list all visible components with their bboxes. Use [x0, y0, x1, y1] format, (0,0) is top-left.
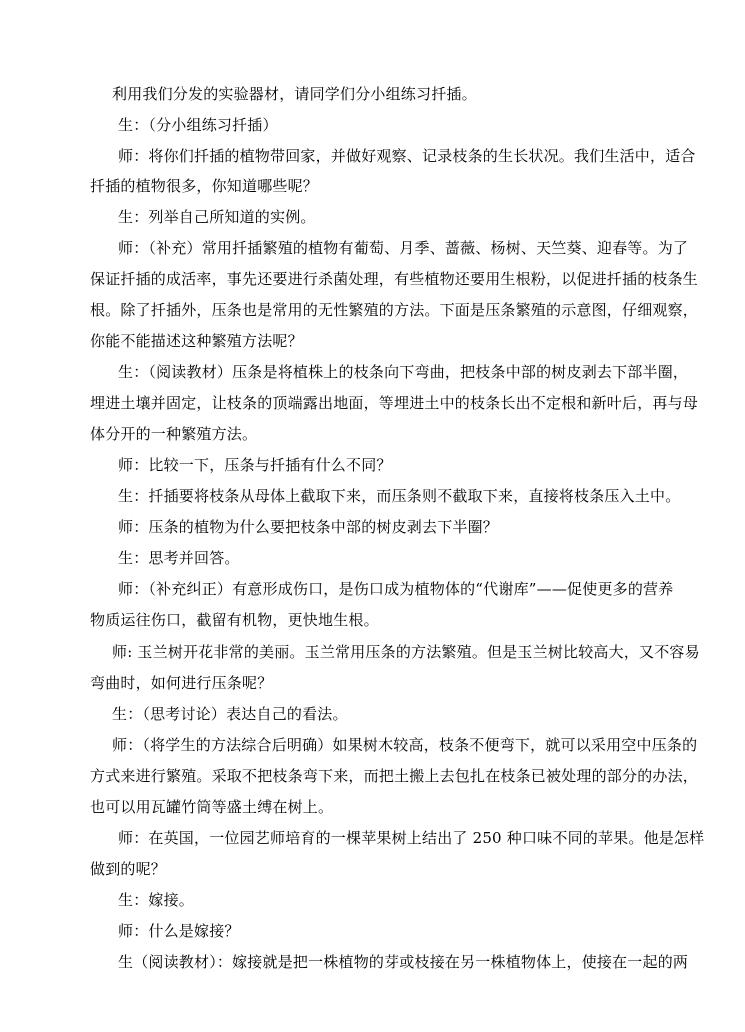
text-line: 师：（补充纠正）有意形成伤口，是伤口成为植物体的“代谢库”——促使更多的营养: [118, 580, 674, 598]
text-line: 师：将你们扦插的植物带回家，并做好观察、记录枝条的生长状况。我们生活中，适合: [118, 147, 696, 165]
text-line: 生：（分小组练习扦插）: [118, 116, 278, 134]
text-line: 生：（思考讨论）表达自己的看法。: [112, 705, 348, 723]
text-line: 师：（将学生的方法综合后明确）如果树木较高，枝条不便弯下，就可以采用空中压条的: [112, 736, 698, 754]
text-line: 做到的呢？: [90, 860, 167, 878]
text-line: 师：在英国，一位园艺师培育的一棵苹果树上结出了 250 种口味不同的苹果。他是怎样: [118, 829, 705, 847]
text-line: 你能不能描述这种繁殖方法呢？: [90, 332, 303, 350]
text-line: 师：比较一下，压条与扦插有什么不同？: [118, 456, 392, 474]
text-line: 方式来进行繁殖。采取不把枝条弯下来，而把土搬上去包扎在枝条已被处理的部分的办法，: [90, 767, 699, 785]
text-line: 弯曲时，如何进行压条呢？: [90, 674, 273, 692]
text-line: 师：（补充）常用扦插繁殖的植物有葡萄、月季、蔷薇、杨树、天竺葵、迎春等。为了: [118, 239, 689, 257]
text-line: 也可以用瓦罐竹筒等盛土缚在树上。: [90, 798, 334, 816]
text-line: 师：压条的植物为什么要把枝条中部的树皮剥去下半圈？: [118, 518, 499, 536]
text-line: 生（阅读教材）：嫁接就是把一株植物的芽或枝接在另一株植物体上，使接在一起的两: [118, 953, 689, 971]
text-line: 生：思考并回答。: [118, 549, 240, 567]
text-line: 物质运往伤口，截留有机物，更快地生根。: [90, 611, 379, 629]
text-line: 生：列举自己所知道的实例。: [118, 208, 316, 226]
text-line: 扦插的植物很多，你知道哪些呢？: [90, 177, 319, 195]
text-line: 利用我们分发的实验器材，请同学们分小组练习扦插。: [112, 85, 477, 103]
text-line: 师: 玉兰树开花非常的美丽。玉兰常用压条的方法繁殖。但是玉兰树比较高大，又不容易: [112, 643, 700, 661]
text-line: 埋进土壤并固定，让枝条的顶端露出地面，等埋进土中的枝条长出不定根和新叶后，再与母: [90, 394, 699, 412]
text-line: 生：嫁接。: [118, 891, 195, 909]
text-line: 师：什么是嫁接？: [118, 922, 240, 940]
text-line: 体分开的一种繁殖方法。: [90, 425, 258, 443]
text-line: 根。除了扦插外，压条也是常用的无性繁殖的方法。下面是压条繁殖的示意图，仔细观察，: [90, 301, 699, 319]
text-line: 生：扦插要将枝条从母体上截取下来，而压条则不截取下来，直接将枝条压入土中。: [118, 487, 681, 505]
text-line: 保证扦插的成活率，事先还要进行杀菌处理，有些植物还要用生根粉，以促进扦插的枝条生: [90, 270, 699, 288]
text-line: 生：（阅读教材）压条是将植株上的枝条向下弯曲，把枝条中部的树皮剥去下部半圈，: [118, 363, 689, 381]
